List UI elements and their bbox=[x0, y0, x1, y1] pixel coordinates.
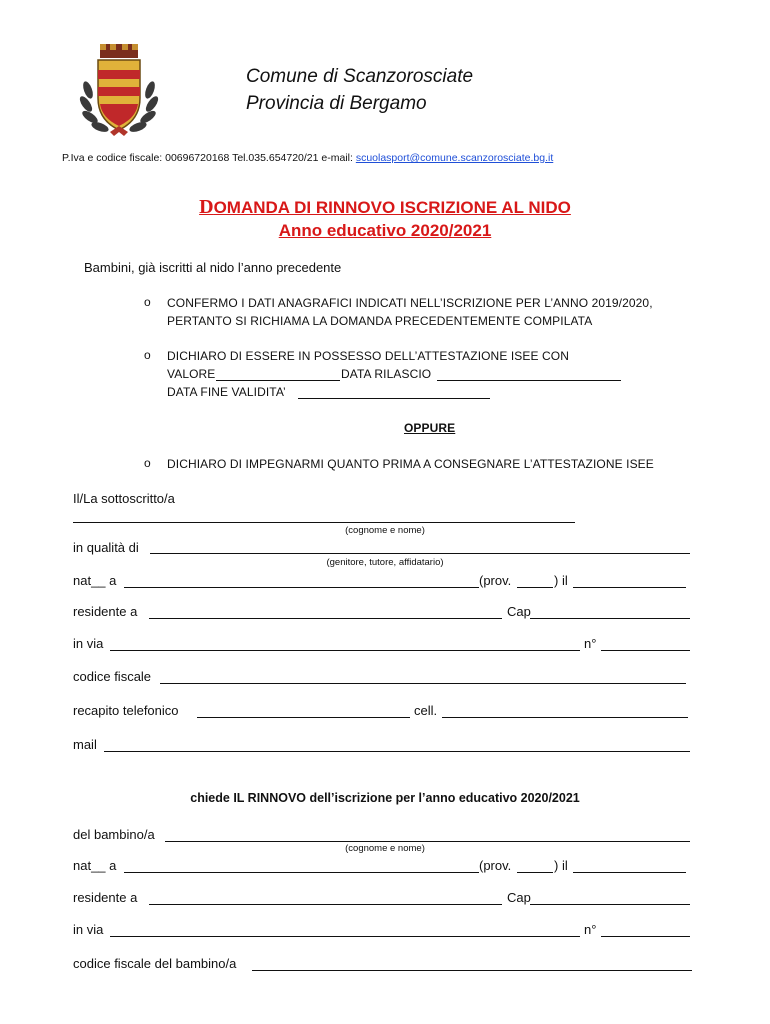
applicant-tel-field[interactable] bbox=[197, 717, 410, 718]
child-name-field[interactable] bbox=[165, 841, 690, 842]
option-bullet-confirm[interactable]: o bbox=[144, 295, 151, 309]
child-cf-label: codice fiscale del bambino/a bbox=[73, 956, 237, 971]
contact-line bbox=[62, 152, 553, 164]
applicant-mail-field[interactable] bbox=[104, 751, 690, 752]
applicant-cf-field[interactable] bbox=[160, 683, 686, 684]
applicant-prov-label: (prov. bbox=[479, 573, 512, 588]
qualita-field[interactable] bbox=[150, 553, 690, 554]
applicant-tel-label: recapito telefonico bbox=[73, 703, 179, 718]
sottoscritto-label: Il/La sottoscritto/a bbox=[73, 491, 175, 506]
applicant-num-label: n° bbox=[584, 636, 597, 651]
isee-rilascio-label: DATA RILASCIO bbox=[341, 367, 432, 381]
qualita-label: in qualità di bbox=[73, 540, 139, 555]
child-num-field[interactable] bbox=[601, 936, 690, 937]
isee-fine-field[interactable] bbox=[298, 398, 490, 399]
child-street-field[interactable] bbox=[110, 936, 580, 937]
coat-of-arms-icon bbox=[78, 40, 160, 140]
child-prov-field[interactable] bbox=[517, 872, 553, 873]
isee-rilascio-field[interactable] bbox=[437, 380, 621, 381]
child-name-hint: (cognome e nome) bbox=[345, 843, 425, 854]
child-prov-label: (prov. bbox=[479, 858, 512, 873]
child-cap-field[interactable] bbox=[530, 904, 690, 905]
province-name: Provincia di Bergamo bbox=[246, 93, 427, 114]
request-heading: chiede IL RINNOVO dell’iscrizione per l’anno educativo 2020/2021 bbox=[190, 791, 580, 805]
applicant-cell-label: cell. bbox=[414, 703, 438, 718]
applicant-residence-field[interactable] bbox=[149, 618, 502, 619]
applicant-cap-label: Cap bbox=[507, 604, 531, 619]
contact-text: P.Iva e codice fiscale: 00696720168 Tel.035.654720/21 e-mail: bbox=[62, 152, 356, 164]
applicant-num-field[interactable] bbox=[601, 650, 690, 651]
applicant-via-label: in via bbox=[73, 636, 104, 651]
applicant-cap-field[interactable] bbox=[530, 618, 690, 619]
applicant-birthplace-field[interactable] bbox=[124, 587, 479, 588]
applicant-cell-field[interactable] bbox=[442, 717, 688, 718]
isee-valore-label: VALORE bbox=[167, 367, 216, 381]
child-cf-field[interactable] bbox=[252, 970, 692, 971]
applicant-residente-label: residente a bbox=[73, 604, 138, 619]
child-residente-label: residente a bbox=[73, 890, 138, 905]
child-birthplace-field[interactable] bbox=[124, 872, 479, 873]
option-bullet-commit[interactable]: o bbox=[144, 456, 151, 470]
commit-line: DICHIARO DI IMPEGNARMI QUANTO PRIMA A CONSEGNARE L’ATTESTAZIONE ISEE bbox=[167, 457, 654, 471]
child-via-label: in via bbox=[73, 922, 104, 937]
option-bullet-isee[interactable]: o bbox=[144, 348, 151, 362]
applicant-cf-label: codice fiscale bbox=[73, 669, 152, 684]
child-il-label: ) il bbox=[554, 858, 568, 873]
isee-valore-field[interactable] bbox=[216, 380, 340, 381]
confirm-line-1: CONFERMO I DATI ANAGRAFICI INDICATI NELL’ISCRIZIONE PER L’ANNO 2019/2020, bbox=[167, 296, 653, 310]
email-link[interactable]: scuolasport@comune.scanzorosciate.bg.it bbox=[355, 152, 554, 164]
document-subtitle: Anno educativo 2020/2021 bbox=[278, 221, 492, 240]
confirm-line-2: PERTANTO SI RICHIAMA LA DOMANDA PRECEDENTEMENTE COMPILATA bbox=[167, 314, 593, 328]
applicant-name-field[interactable] bbox=[73, 522, 575, 523]
oppure-label: OPPURE bbox=[404, 421, 456, 435]
intro-text: Bambini, già iscritti al nido l’anno precedente bbox=[84, 260, 342, 275]
document-title bbox=[0, 196, 770, 219]
child-nat-label: nat__ a bbox=[73, 858, 117, 873]
applicant-nat-label: nat__ a bbox=[73, 573, 117, 588]
title-first-letter: D bbox=[199, 196, 214, 218]
applicant-street-field[interactable] bbox=[110, 650, 580, 651]
isee-fine-label: DATA FINE VALIDITA’ bbox=[167, 385, 286, 399]
child-label: del bambino/a bbox=[73, 827, 155, 842]
title-rest: OMANDA DI RINNOVO ISCRIZIONE AL NIDO bbox=[213, 198, 571, 217]
applicant-il-label: ) il bbox=[554, 573, 568, 588]
applicant-mail-label: mail bbox=[73, 737, 97, 752]
child-residence-field[interactable] bbox=[149, 904, 502, 905]
applicant-name-hint: (cognome e nome) bbox=[345, 525, 425, 536]
isee-line-1: DICHIARO DI ESSERE IN POSSESSO DELL’ATTESTAZIONE ISEE CON bbox=[167, 349, 570, 363]
applicant-birthdate-field[interactable] bbox=[573, 587, 686, 588]
qualita-hint: (genitore, tutore, affidatario) bbox=[326, 557, 444, 568]
child-num-label: n° bbox=[584, 922, 597, 937]
child-birthdate-field[interactable] bbox=[573, 872, 686, 873]
child-cap-label: Cap bbox=[507, 890, 531, 905]
municipality-name: Comune di Scanzorosciate bbox=[246, 66, 474, 87]
applicant-prov-field[interactable] bbox=[517, 587, 553, 588]
